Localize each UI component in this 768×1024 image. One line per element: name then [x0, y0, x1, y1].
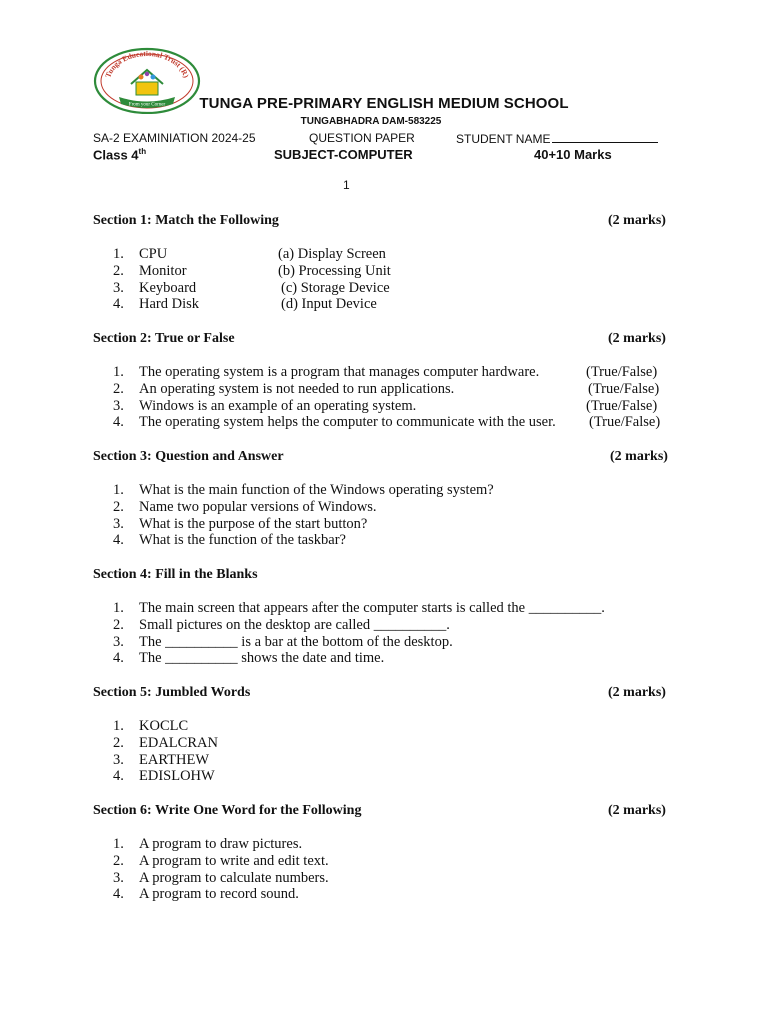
- section-1-title: Section 1: Match the Following: [93, 213, 279, 228]
- list-item: 2. Name two popular versions of Windows.: [113, 498, 377, 515]
- list-item: 1. A program to draw pictures.: [113, 836, 303, 852]
- list-item: 2. An operating system is not needed to run applications. (True/False): [113, 380, 660, 397]
- class-text: Class 4: [93, 147, 139, 163]
- section-1-list: [113, 246, 391, 313]
- student-name-blank: [552, 131, 658, 143]
- list-item: 1. The main screen that appears after the computer starts is called the __________.: [113, 600, 605, 616]
- student-name-field: [456, 131, 658, 146]
- list-item: 3. Windows is an example of an operating system. (True/False): [113, 397, 658, 414]
- list-item: 2. Monitor (b) Processing Unit: [113, 262, 391, 279]
- list-item: 2. Small pictures on the desktop are called __________.: [113, 616, 450, 633]
- list-item: 3. EARTHEW: [113, 751, 210, 768]
- section-5-list: [113, 718, 218, 785]
- section-3-marks: (2 marks): [610, 449, 668, 464]
- list-item: 3. What is the purpose of the start button?: [113, 515, 368, 532]
- section-2-list: [113, 364, 661, 431]
- section-6-title: Section 6: Write One Word for the Following: [93, 803, 362, 818]
- list-item: 1. The operating system is a program that manages computer hardware. (True/False): [113, 364, 658, 380]
- list-item: 3. A program to calculate numbers.: [113, 869, 329, 886]
- list-item: 2. EDALCRAN: [113, 734, 218, 751]
- list-item: 4. A program to record sound.: [113, 886, 299, 903]
- list-item: 4. What is the function of the taskbar?: [113, 532, 346, 549]
- section-5-marks: (2 marks): [608, 685, 666, 700]
- section-4-list: [113, 600, 605, 667]
- list-item: 4. Hard Disk (d) Input Device: [113, 296, 377, 313]
- list-item: 4. EDISLOHW: [113, 768, 215, 785]
- logo-arc-text: Tunga Educational Trust (R): [103, 48, 191, 79]
- list-item: 3. The __________ is a bar at the bottom of the desktop.: [113, 633, 453, 650]
- list-item: 2. A program to write and edit text.: [113, 852, 329, 869]
- logo-motto: From your Corner: [128, 102, 166, 108]
- section-6-list: [113, 836, 329, 903]
- school-name: TUNGA PRE-PRIMARY ENGLISH MEDIUM SCHOOL: [199, 95, 569, 112]
- section-2-marks: (2 marks): [608, 331, 666, 346]
- list-item: 4. The __________ shows the date and time.: [113, 650, 385, 667]
- list-item: 1. What is the main function of the Windows operating system?: [113, 482, 494, 498]
- list-item: 1. CPU (a) Display Screen: [113, 246, 386, 262]
- paper-type: QUESTION PAPER: [309, 131, 415, 145]
- class-superscript: th: [138, 147, 147, 156]
- class-label: [93, 147, 146, 162]
- subject-label: SUBJECT-COMPUTER: [274, 147, 413, 162]
- section-1-marks: (2 marks): [608, 213, 666, 228]
- student-name-label: STUDENT NAME: [456, 132, 551, 146]
- section-2-title: Section 2: True or False: [93, 331, 235, 346]
- list-item: 4. The operating system helps the computer to communicate with the user. (True/False): [113, 414, 661, 431]
- school-address: TUNGABHADRA DAM-583225: [300, 116, 442, 127]
- total-marks: 40+10 Marks: [534, 147, 612, 162]
- list-item: 3. Keyboard (c) Storage Device: [113, 279, 390, 296]
- section-4-title: Section 4: Fill in the Blanks: [93, 567, 258, 582]
- exam-name: SA-2 EXAMINIATION 2024-25: [93, 131, 256, 145]
- section-5-title: Section 5: Jumbled Words: [93, 685, 251, 700]
- page-number: 1: [343, 178, 350, 192]
- list-item: 1. KOCLC: [113, 718, 189, 734]
- section-6-marks: (2 marks): [608, 803, 666, 818]
- section-3-title: Section 3: Question and Answer: [93, 449, 284, 464]
- section-3-list: [113, 482, 494, 549]
